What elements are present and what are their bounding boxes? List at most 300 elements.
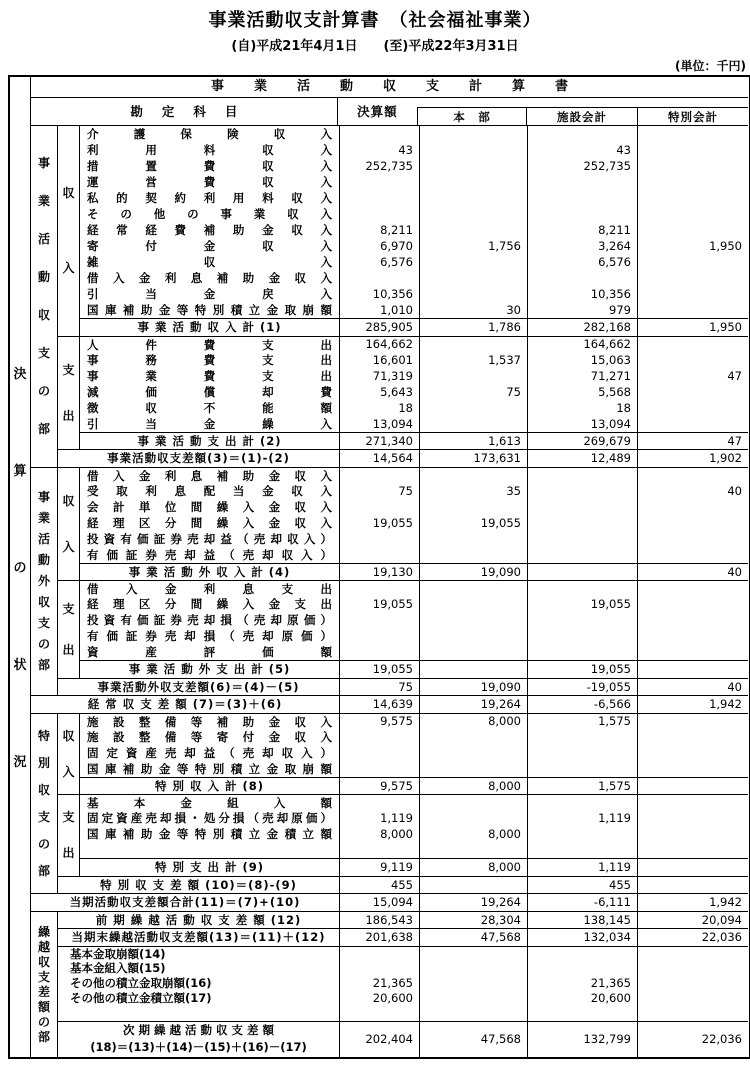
account-label: 投資有価証券売却益（売却収入） [80,531,340,547]
vertical-label-char: 支 [62,810,75,825]
band-label: 当期活動収支差額合計(11)＝(7)+(10) [31,893,340,911]
value-cell [528,270,638,286]
value-cell: 1,119 [340,810,420,826]
value-cell [638,158,748,174]
value-cell: 1,119 [528,810,638,826]
value-cell [528,1006,638,1021]
value-cell: 47,568 [420,928,528,946]
vertical-label-char: 支 [37,616,50,631]
unit-note: (単位：千円) [675,59,746,73]
account-label: 経理区分間繰入金収入 [80,515,340,531]
account-label: 措置費収入 [80,158,340,174]
carry-label: その他の積立金積立額(17) [58,991,340,1006]
value-cell: 19,055 [340,515,420,531]
value-cell: -6,566 [528,695,638,713]
account-label: 経理区分間繰入金支出 [80,596,340,612]
value-cell: 10,356 [340,286,420,302]
value-cell [420,254,528,270]
value-cell [420,991,528,1006]
account-label: 私的契約利用料収入 [80,190,340,206]
total-label: 事 業 活 動 外 収 入 計 (4) [80,563,340,581]
value-cell: 15,063 [528,352,638,368]
vertical-label-char: 入 [62,764,75,779]
value-cell [340,206,420,222]
vertical-label-char: 支 [62,362,75,377]
value-cell: 202,404 [340,1021,420,1057]
value-cell [420,628,528,644]
value-cell [340,174,420,190]
value-cell [340,531,420,547]
value-cell [638,142,748,158]
value-cell: 30 [420,302,528,318]
value-cell [340,961,420,976]
vertical-label-char: 収 [62,186,75,201]
statement-table [8,75,750,1059]
account-label: 経常経費補助金収入 [80,222,340,238]
value-cell: 71,271 [528,368,638,384]
vertical-label-char: 入 [62,539,75,554]
value-cell: 6,576 [340,254,420,270]
value-cell [638,206,748,222]
subcolumn-header-tokubetsu: 特別会計 [668,109,718,124]
value-cell: 14,564 [340,449,420,467]
value-cell: 1,537 [420,352,528,368]
value-cell: 43 [340,142,420,158]
value-cell [528,126,638,142]
value-cell: 1,942 [638,695,748,713]
value-cell: 21,365 [528,976,638,991]
value-cell: 8,211 [340,222,420,238]
value-cell: 5,643 [340,384,420,400]
value-cell [340,946,420,961]
account-label: 利用料収入 [80,142,340,158]
value-cell [638,876,748,894]
value-cell [638,660,748,678]
value-cell [528,174,638,190]
value-cell [638,991,748,1006]
value-cell [528,761,638,777]
value-cell: 455 [340,876,420,894]
account-label: 基本金組入額 [80,794,340,810]
value-cell: 19,055 [420,515,528,531]
value-cell: 47 [638,432,748,450]
value-cell [638,416,748,432]
value-cell [638,745,748,761]
section-part-label [31,911,58,1057]
value-cell [420,336,528,352]
value-cell: 19,090 [420,678,528,696]
value-cell: 13,094 [340,416,420,432]
account-label: 徴収不能額 [80,400,340,416]
value-cell: 47,568 [420,1021,528,1057]
section-part-label [31,126,58,467]
value-cell: 10,356 [528,286,638,302]
side-label [58,336,80,450]
page-title: 事業活動収支計算書 （社会福祉事業） [208,10,542,31]
value-cell [638,190,748,206]
value-cell: 8,000 [420,777,528,795]
value-cell: 1,575 [528,713,638,729]
value-cell [638,961,748,976]
value-cell [638,1006,748,1021]
value-cell: 20,600 [528,991,638,1006]
account-label: 受取利息配当金収入 [80,483,340,499]
value-cell: 1,010 [340,302,420,318]
value-cell [420,499,528,515]
vertical-label-char: 支 [62,601,75,616]
account-label: 事務費支出 [80,352,340,368]
vertical-label-char: 事 [37,156,50,171]
value-cell [340,644,420,660]
value-cell [528,961,638,976]
value-cell: 1,950 [638,318,748,336]
account-label: 借入金利息補助金収入 [80,467,340,483]
value-cell: 8,000 [420,858,528,876]
vertical-label-char: 繰 [37,924,50,939]
value-cell [340,761,420,777]
side-label [58,580,80,678]
value-cell: 282,168 [528,318,638,336]
value-cell: 3,264 [528,238,638,254]
value-cell: 16,601 [340,352,420,368]
value-cell [420,794,528,810]
value-cell: 201,638 [340,928,420,946]
value-cell: 979 [528,302,638,318]
vertical-label-char: 業 [37,194,50,209]
value-cell: 18 [528,400,638,416]
value-cell [528,794,638,810]
account-label [80,842,340,858]
value-cell: 47 [727,368,742,383]
value-cell: 271,340 [340,432,420,450]
value-cell [340,467,420,483]
value-cell: 75 [340,678,420,696]
value-cell [638,400,748,416]
value-cell [420,580,528,596]
left-axis-char: 算 [13,464,27,480]
value-cell [528,946,638,961]
vertical-label-char: 部 [37,422,50,437]
value-cell: 173,631 [420,449,528,467]
value-cell [638,596,748,612]
vertical-label-char: 特 [37,728,50,743]
value-cell: 9,575 [340,777,420,795]
value-cell: 8,000 [420,826,528,842]
value-cell [420,1006,528,1021]
value-cell: 19,264 [420,695,528,713]
value-cell [638,384,748,400]
value-cell: 40 [638,678,748,696]
carry-label: 前 期 繰 越 活 動 収 支 差 額 (12) [58,911,340,929]
value-cell [528,190,638,206]
value-cell [638,336,748,352]
account-label: 会計単位間繰入金収入 [80,499,340,515]
value-cell: 186,543 [340,911,420,929]
account-label: 雑収入 [80,254,340,270]
value-cell: 19,090 [420,563,528,581]
value-cell [420,761,528,777]
value-cell [340,794,420,810]
vertical-label-char: 業 [37,511,50,526]
value-cell [528,483,638,499]
value-cell [420,368,528,384]
value-cell: 1,575 [528,777,638,795]
value-cell [638,302,748,318]
account-label: 有価証券売却損（売却原価） [80,628,340,644]
value-cell: 1,950 [709,239,742,253]
account-label: 投資有価証券売却損（売却原価） [80,612,340,628]
vertical-label-char: 出 [62,846,75,861]
vertical-label-char: 額 [37,999,50,1014]
account-label: 借入金利息支出 [80,580,340,596]
value-cell: 1,942 [638,893,748,911]
value-cell: 1,786 [420,318,528,336]
value-cell: 13,094 [528,416,638,432]
vertical-label-char: 別 [37,755,50,770]
value-cell [638,499,748,515]
account-label: 人件費支出 [80,336,340,352]
value-cell: 19,055 [340,596,420,612]
left-axis-char: 状 [13,658,27,674]
value-cell [638,580,748,596]
carry-label-line: (18)＝(13)＋(14)－(15)＋(16)－(17) [90,1040,307,1054]
value-cell [638,515,748,531]
carry-label: その他の積立金取崩額(16) [58,976,340,991]
value-cell [528,580,638,596]
carry-label: 基本金組入額(15) [58,961,340,976]
value-cell [420,745,528,761]
value-cell [340,729,420,745]
value-cell: 1,756 [420,238,528,254]
value-cell: 71,319 [340,368,420,384]
value-cell [638,547,748,563]
value-cell: 19,055 [340,660,420,678]
carry-label: 基本金取崩額(14) [58,946,340,961]
value-cell [420,126,528,142]
side-label [58,713,80,795]
diff-label: 事業活動収支差額(3)＝(1)-(2) [58,449,340,467]
account-label: 介護保険収入 [80,126,340,142]
value-cell: 15,094 [340,893,420,911]
value-cell [420,142,528,158]
value-cell [638,842,748,858]
account-label: 事業費支出 [80,368,340,384]
section-part-label [31,713,58,894]
value-cell [638,531,748,547]
account-label: 施設整備等寄付金収入 [80,729,340,745]
value-cell: 285,905 [340,318,420,336]
vertical-label-char: の [37,384,50,399]
value-cell [638,810,748,826]
value-cell [420,547,528,563]
vertical-label-char: 収 [37,954,50,969]
table-main [31,77,748,1057]
value-cell [638,644,748,660]
value-cell: 22,036 [638,1021,748,1057]
value-cell [340,628,420,644]
value-cell [638,467,748,483]
value-cell [528,842,638,858]
value-cell [340,547,420,563]
vertical-label-char: 活 [37,232,50,247]
value-cell: 138,145 [528,911,638,929]
account-label: 固定資産売却損・処分損（売却原価） [80,810,340,826]
value-cell: 1,613 [420,432,528,450]
value-cell [528,515,638,531]
vertical-label-char: の [37,836,50,851]
value-cell [638,858,748,876]
value-cell [420,531,528,547]
value-cell [638,761,748,777]
value-cell [420,206,528,222]
subcolumn-header-block [417,98,748,125]
left-axis-char: 況 [13,755,27,771]
vertical-label-char: 出 [62,642,75,657]
statement-grid [31,126,748,1057]
account-label: その他の事業収入 [80,206,340,222]
account-label: 引当金戻入 [80,286,340,302]
value-cell [420,596,528,612]
value-cell: -19,055 [528,678,638,696]
vertical-label-char: 支 [37,969,50,984]
header-spacer [417,98,748,107]
account-label: 引当金繰入 [80,416,340,432]
value-cell [528,729,638,745]
value-cell: 19,264 [420,893,528,911]
value-cell: 12,489 [528,449,638,467]
band-label: 経 常 収 支 差 額 (7)＝(3)＋(6) [31,695,340,713]
value-cell [340,745,420,761]
value-cell [420,467,528,483]
value-cell [420,729,528,745]
carry-label [58,1021,340,1057]
value-cell [340,190,420,206]
value-cell [420,270,528,286]
value-cell [638,254,748,270]
total-label: 特 別 支 出 計 (9) [80,858,340,876]
vertical-label-char: 収 [37,308,50,323]
account-label: 国庫補助金等特別積立金積立額 [80,826,340,842]
diff-label: 特 別 収 支 差 額 (10)＝(8)-(9) [58,876,340,894]
column-header-row [31,98,748,126]
settlement-column-header: 決算額 [357,104,398,119]
value-cell [638,976,748,991]
value-cell: 9,575 [340,713,420,729]
vertical-label-char: 収 [62,728,75,743]
value-cell: 21,365 [340,976,420,991]
value-cell [420,876,528,894]
value-cell: 132,034 [528,928,638,946]
vertical-label-char: 収 [37,782,50,797]
value-cell [528,628,638,644]
value-cell [340,126,420,142]
vertical-label-char: 部 [37,1029,50,1044]
value-cell [420,400,528,416]
section-part-label [31,467,58,696]
value-cell: 20,094 [638,911,748,929]
value-cell: -6,111 [528,893,638,911]
vertical-label-char: 越 [37,939,50,954]
value-cell [420,976,528,991]
value-cell [638,946,748,961]
account-label: 寄付金収入 [80,238,340,254]
value-cell [638,352,748,368]
value-cell [420,416,528,432]
vertical-label-char: 外 [37,574,50,589]
value-cell: 164,662 [528,336,638,352]
value-cell [638,794,748,810]
value-cell [420,660,528,678]
value-cell: 20,600 [340,991,420,1006]
side-label [58,126,80,336]
value-cell: 1,902 [638,449,748,467]
account-label: 減価償却費 [80,384,340,400]
vertical-label-char: 支 [37,809,50,824]
value-cell: 19,055 [528,660,638,678]
value-cell: 75 [420,384,528,400]
value-cell [340,842,420,858]
table-banner: 事業活動収支計算書 [31,77,748,98]
value-cell: 9,119 [340,858,420,876]
vertical-label-char: 収 [62,493,75,508]
value-cell [420,222,528,238]
value-cell [528,547,638,563]
vertical-label-char: 支 [37,346,50,361]
value-cell: 6,576 [528,254,638,270]
value-cell [528,499,638,515]
vertical-label-char: 部 [37,863,50,878]
value-cell [638,270,748,286]
vertical-label-char: 入 [62,261,75,276]
value-cell: 5,568 [528,384,638,400]
total-label: 事 業 活 動 外 支 出 計 (5) [80,660,340,678]
value-cell [420,612,528,628]
left-axis-label [10,77,31,1057]
value-cell [420,946,528,961]
value-cell: 28,304 [420,911,528,929]
value-cell [638,612,748,628]
value-cell [528,206,638,222]
account-label: 固定資産売却益（売却収入） [80,745,340,761]
value-cell: 8,000 [340,826,420,842]
value-cell [638,222,748,238]
carry-label-line: 次 期 繰 越 活 動 収 支 差 額 [122,1023,275,1038]
value-cell [638,628,748,644]
vertical-label-char: 動 [37,270,50,285]
value-cell [528,745,638,761]
left-axis-char: 決 [13,367,27,383]
account-label: 資産評価額 [80,644,340,660]
value-cell: 269,679 [528,432,638,450]
carry-label: 当期末繰越活動収支差額(13)＝(11)＋(12) [58,928,340,946]
diff-label: 事業活動外収支差額(6)＝(4)－(5) [58,678,340,696]
value-cell: 22,036 [638,928,748,946]
value-cell [340,499,420,515]
value-cell [638,826,748,842]
value-cell [420,961,528,976]
value-cell: 18 [340,400,420,416]
value-cell: 14,639 [340,695,420,713]
vertical-label-char: 出 [62,408,75,423]
value-cell [528,644,638,660]
value-cell [420,842,528,858]
value-cell: 8,000 [420,713,528,729]
vertical-label-char: 動 [37,553,50,568]
value-cell [420,644,528,660]
value-cell [420,286,528,302]
subcolumn-header-shisetsu: 施設会計 [527,108,638,125]
carry-label [58,1006,340,1021]
